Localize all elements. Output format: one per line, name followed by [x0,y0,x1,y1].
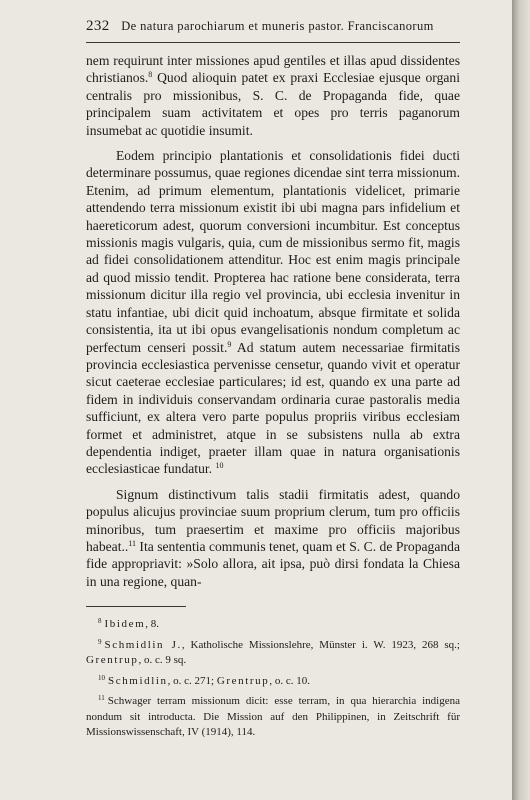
running-header [86,18,460,35]
footnote-rule [86,606,186,607]
footnote-text: , 8. [145,618,160,630]
footnote-text: Schwager terram missionum dicit: esse terram, in qua hierarchia indigena nondum sit introducta. Die Mission auf den Philippinen, in Zeitschrift für Missionswissenschaft, IV (1914), 114. [86,695,460,738]
footnote-ref-11: 11 [128,538,136,548]
paragraph-3-text-a: Signum distinctivum talis stadii firmitatis adest, quando populus alicujus provinciae suum proprium clerum, tum pro officiis minoribus, tum praesertim et maxime pro officiis majoribus habeat.. [86,486,460,554]
footnote-number: 10 [98,673,105,682]
header-rule [86,42,460,43]
footnote-number: 11 [98,694,105,702]
running-title: De natura parochiarum et muneris pastor. Franciscanorum [121,19,434,33]
footnote-author: Schmidlin J. [104,638,182,651]
footnote-author: Ibidem [104,618,146,630]
footnote-11 [86,691,460,741]
paragraph-1 [86,52,460,139]
paragraph-2-text-a: Eodem principio plantationis et consolidationis fidei ducti determinare possumus, quae regiones dicendae sint terra missionum. Etenim, ad primum elementum, plantationis videlicet, primarie attendendo terra missionum existit ibi ubi magna pars infidelium et haereticorum adest, quorum conversioni incumbitur. Est conceptus missionis magis vulgaris, quia, cum de missionibus sermo fit, magis ad fidei consolidationem attenditur. Hoc est enim magis principale ad quod missio tendit. Propterea hac ratione bene considerata, terra missionum dicitur illa regio vel provincia, ubi ecclesia invenitur in statu infantiae, ubi dicit quid inchoatum, absque firmitate et solida consistentia, ita ut ibi opus evangelisationis nondum completum ac perfectum censeri possit. [86,148,460,355]
footnotes [86,614,460,743]
paragraph-2 [86,147,460,478]
paragraph-2-text-b: Ad statum autem necessariae firmitatis provincia ecclesiastica pervenisse censetur, quando vivit et operatur sicut caeterae ecclesiae particulares; id est, quando ex una parte ad fidem in individuis conservandam ordinaria curae pastoralis media sufficiunt, ex altera vero parte populus propriis viribus ecclesiam formet et administret, atque in se subsistens nulla ab extra dependentia indiget, praeter illam quae in natura organisationis ecclesiasticae fundatur. [86,339,460,477]
footnote-text: , o. c. 271; [167,674,217,687]
page-edge [512,0,530,800]
footnote-author: Grentrup [86,654,139,666]
paragraph-1-text-a: nem requirunt inter missiones apud gentiles et illas apud dissidentes christianos. [86,53,460,86]
footnote-ref-9: 9 [227,339,232,349]
paragraph-3 [86,486,460,590]
page-number: 232 [86,18,110,34]
footnote-ref-10: 10 [215,461,224,471]
paragraph-3-text-b: Ita sententia communis tenet, quam et S. C. de Propaganda fide appropriavit: »Solo allora, ait ipsa, può dirsi fondata la Chiesa in una regione, quan- [86,538,460,589]
footnote-text: , Katholische Missionslehre, Münster i. W. 1923, 268 sq.; [181,638,460,651]
footnote-author: Schmidlin [108,674,168,687]
footnote-text: , o. c. 10. [269,674,310,687]
footnote-number: 8 [98,617,102,625]
footnote-author: Grentrup [216,674,270,687]
footnote-ref-8: 8 [148,70,153,80]
footnote-text: , o. c. 9 sq. [138,654,187,666]
footnote-10 [86,671,460,690]
main-text [86,52,460,590]
footnote-8 [86,614,460,633]
footnote-number: 9 [98,637,102,646]
footnote-9 [86,635,460,669]
paragraph-1-text-b: Quod alioquin patet ex praxi Ecclesiae ejusque organi centralis pro missionibus, S. C. de Propaganda fide, quae principalem suam activitatem et opes pro terris paganorum insumebat ac quotidie insumit. [86,70,460,138]
